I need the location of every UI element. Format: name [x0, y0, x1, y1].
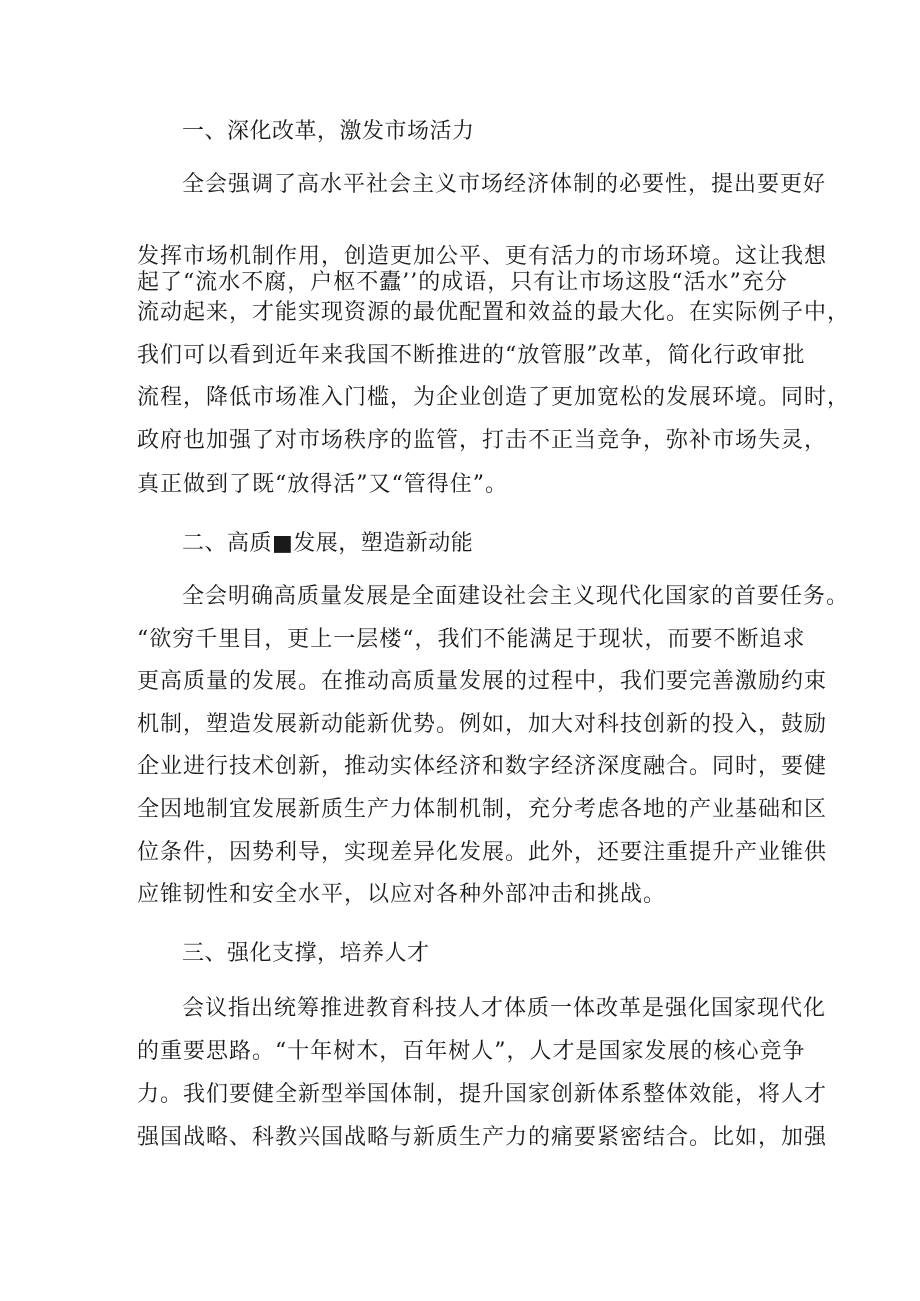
- paragraph-line: 我们可以看到近年来我国不断推进的“放管服”改革，简化行政审批: [137, 343, 806, 368]
- paragraph-line: 起了“流水不腐，户枢不蠹’’的成语，只有让市场这股“活水”充分: [137, 270, 788, 295]
- paragraph-line: 发挥市场机制作用，创造更加公平、更有活力的市场环境。这让我想: [137, 244, 828, 269]
- paragraph-line: 强国战略、科教兴国战略与新质生产力的痛要紧密结合。比如，加强: [137, 1125, 828, 1150]
- paragraph-line: 力。我们要健全新型举国体制，提升国家创新体系整体效能，将人才: [137, 1082, 828, 1107]
- paragraph-line: 流动起来，才能实现资源的最优配置和效益的最大化。在实际例子中，: [137, 300, 851, 325]
- paragraph-line: 真正做到了既“放得活”又“管得住”。: [137, 472, 508, 497]
- paragraph-line: 全因地制宜发展新质生产力体制机制，充分考虑各地的产业基础和区: [137, 797, 828, 822]
- section-heading: 二、高质■发展，塑造新动能: [182, 531, 474, 556]
- paragraph-line: 会议指出统筹推进教育科技人才体质一体改革是强化国家现代化: [182, 996, 827, 1021]
- paragraph-line: 政府也加强了对市场秩序的监管，打击不正当竞争，弥补市场失灵，: [137, 428, 828, 453]
- paragraph-line: 企业进行技术创新，推动实体经济和数字经济深度融合。同时，要健: [137, 754, 828, 779]
- paragraph-line: 全会强调了高水平社会主义市场经济体制的必要性，提出要更好: [182, 172, 827, 197]
- paragraph-line: 更高质量的发展。在推动高质量发展的过程中，我们要完善激励约束: [137, 669, 828, 694]
- paragraph-line: 应锥韧性和安全水平，以应对各种外部冲击和挑战。: [137, 882, 667, 907]
- section-heading: 三、强化支撑，培养人才: [182, 941, 430, 966]
- paragraph-line: 流程，降低市场准入门槛，为企业创造了更加宽松的发展环境。同时，: [137, 385, 851, 410]
- paragraph-line: “欲穷千里目，更上一层楼“，我们不能满足于现状，而要不断追求: [137, 627, 806, 652]
- paragraph-line: 的重要思路。“十年树木，百年树人”，人才是国家发展的核心竞争: [137, 1039, 806, 1064]
- paragraph-line: 机制，塑造发展新动能新优势。例如，加大对科技创新的投入，鼓励: [137, 712, 828, 737]
- section-heading: 一、深化改革，激发市场活力: [182, 119, 475, 144]
- paragraph-line: 位条件，因势利导，实现差异化发展。此外，还要注重提升产业锥供: [137, 840, 828, 865]
- paragraph-line: 全会明确高质量发展是全面建设社会主义现代化国家的首要任务。: [182, 584, 850, 609]
